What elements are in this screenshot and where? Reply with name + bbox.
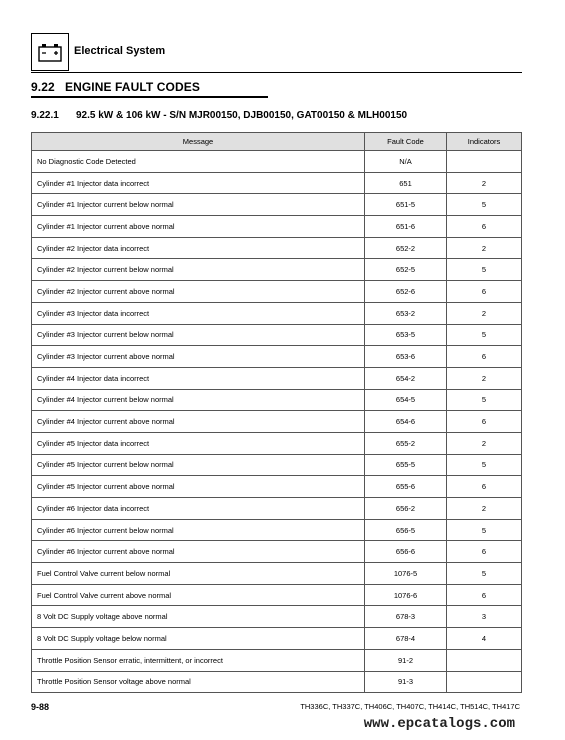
fault-code-cell: 651-5 xyxy=(365,194,447,216)
indicators-cell xyxy=(447,649,522,671)
fault-code-cell: 654-6 xyxy=(365,411,447,433)
message-cell: Cylinder #3 Injector current above normal xyxy=(32,346,365,368)
indicators-cell: 5 xyxy=(447,519,522,541)
fault-code-cell: 1076-6 xyxy=(365,584,447,606)
page-number: 9-88 xyxy=(31,702,50,712)
message-cell: Cylinder #4 Injector data incorrect xyxy=(32,367,365,389)
table-row xyxy=(32,498,522,520)
table-row xyxy=(32,671,522,693)
fault-code-cell: 654-2 xyxy=(365,367,447,389)
indicators-cell: 6 xyxy=(447,476,522,498)
fault-code-cell: 655-6 xyxy=(365,476,447,498)
subheading-title: 92.5 kW & 106 kW - S/N MJR00150, DJB00150, GAT00150 & MLH00150 xyxy=(76,110,408,121)
fault-code-cell: 656-6 xyxy=(365,541,447,563)
subheading xyxy=(31,110,407,121)
table-row xyxy=(32,346,522,368)
indicators-cell: 2 xyxy=(447,498,522,520)
fault-code-cell: 656-2 xyxy=(365,498,447,520)
message-cell: Cylinder #2 Injector data incorrect xyxy=(32,237,365,259)
table-row xyxy=(32,606,522,628)
table-row xyxy=(32,584,522,606)
fault-code-cell: 655-2 xyxy=(365,432,447,454)
fault-code-cell: 656-5 xyxy=(365,519,447,541)
indicators-cell: 3 xyxy=(447,606,522,628)
table-row xyxy=(32,281,522,303)
table-row xyxy=(32,411,522,433)
message-cell: Cylinder #3 Injector current below normal xyxy=(32,324,365,346)
table-row xyxy=(32,259,522,281)
indicators-cell xyxy=(447,671,522,693)
column-header-indicators: Indicators xyxy=(447,133,522,151)
indicators-cell: 5 xyxy=(447,389,522,411)
message-cell: Cylinder #1 Injector current below normal xyxy=(32,194,365,216)
table-row xyxy=(32,367,522,389)
indicators-cell: 5 xyxy=(447,259,522,281)
indicators-cell: 5 xyxy=(447,563,522,585)
table-row xyxy=(32,454,522,476)
section-icon-box xyxy=(31,33,69,71)
table-row xyxy=(32,151,522,173)
fault-code-cell: 651-6 xyxy=(365,216,447,238)
message-cell: Throttle Position Sensor voltage above normal xyxy=(32,671,365,693)
indicators-cell: 2 xyxy=(447,302,522,324)
indicators-cell: 2 xyxy=(447,367,522,389)
message-cell: 8 Volt DC Supply voltage above normal xyxy=(32,606,365,628)
fault-code-cell: 652-2 xyxy=(365,237,447,259)
table-row xyxy=(32,519,522,541)
fault-code-cell: 1076-5 xyxy=(365,563,447,585)
fault-code-cell: 91-2 xyxy=(365,649,447,671)
indicators-cell: 6 xyxy=(447,411,522,433)
table-row xyxy=(32,389,522,411)
table-row xyxy=(32,194,522,216)
message-cell: Cylinder #1 Injector data incorrect xyxy=(32,172,365,194)
message-cell: Cylinder #4 Injector current below normal xyxy=(32,389,365,411)
message-cell: No Diagnostic Code Detected xyxy=(32,151,365,173)
message-cell: Cylinder #1 Injector current above normal xyxy=(32,216,365,238)
indicators-cell: 2 xyxy=(447,237,522,259)
message-cell: Cylinder #6 Injector data incorrect xyxy=(32,498,365,520)
fault-code-cell: 654-5 xyxy=(365,389,447,411)
indicators-cell: 6 xyxy=(447,346,522,368)
indicators-cell: 6 xyxy=(447,216,522,238)
message-cell: Cylinder #6 Injector current above normal xyxy=(32,541,365,563)
fault-code-cell: N/A xyxy=(365,151,447,173)
table-header-row xyxy=(32,133,522,151)
table-row xyxy=(32,432,522,454)
model-list: TH336C, TH337C, TH406C, TH407C, TH414C, TH514C, TH417C xyxy=(300,702,520,711)
table-row xyxy=(32,172,522,194)
watermark: www.epcatalogs.com xyxy=(363,716,515,732)
subheading-number: 9.22.1 xyxy=(31,110,59,121)
message-cell: 8 Volt DC Supply voltage below normal xyxy=(32,628,365,650)
indicators-cell: 5 xyxy=(447,454,522,476)
fault-code-cell: 651 xyxy=(365,172,447,194)
indicators-cell: 6 xyxy=(447,584,522,606)
fault-code-cell: 653-5 xyxy=(365,324,447,346)
message-cell: Cylinder #5 Injector data incorrect xyxy=(32,432,365,454)
table-row xyxy=(32,541,522,563)
table-row xyxy=(32,563,522,585)
indicators-cell xyxy=(447,151,522,173)
battery-icon xyxy=(38,42,62,62)
message-cell: Cylinder #6 Injector current below normal xyxy=(32,519,365,541)
fault-code-cell: 678-3 xyxy=(365,606,447,628)
message-cell: Cylinder #5 Injector current above normal xyxy=(32,476,365,498)
message-cell: Cylinder #3 Injector data incorrect xyxy=(32,302,365,324)
section-title: Electrical System xyxy=(74,45,166,57)
table-row xyxy=(32,476,522,498)
table-row xyxy=(32,649,522,671)
indicators-cell: 5 xyxy=(447,324,522,346)
fault-code-cell: 653-6 xyxy=(365,346,447,368)
header-rule xyxy=(31,72,522,73)
heading xyxy=(31,80,200,94)
heading-number: 9.22 xyxy=(31,80,55,94)
fault-code-cell: 91-3 xyxy=(365,671,447,693)
indicators-cell: 2 xyxy=(447,432,522,454)
table-row xyxy=(32,302,522,324)
indicators-cell: 6 xyxy=(447,541,522,563)
table-row xyxy=(32,216,522,238)
table-row xyxy=(32,237,522,259)
indicators-cell: 5 xyxy=(447,194,522,216)
fault-code-cell: 652-6 xyxy=(365,281,447,303)
heading-title: ENGINE FAULT CODES xyxy=(65,80,200,94)
message-cell: Cylinder #5 Injector current below normal xyxy=(32,454,365,476)
fault-code-cell: 653-2 xyxy=(365,302,447,324)
fault-code-cell: 652-5 xyxy=(365,259,447,281)
fault-codes-table xyxy=(31,132,522,693)
message-cell: Cylinder #2 Injector current below normal xyxy=(32,259,365,281)
column-header-message: Message xyxy=(32,133,365,151)
message-cell: Cylinder #4 Injector current above normal xyxy=(32,411,365,433)
table-row xyxy=(32,628,522,650)
message-cell: Fuel Control Valve current below normal xyxy=(32,563,365,585)
indicators-cell: 6 xyxy=(447,281,522,303)
indicators-cell: 4 xyxy=(447,628,522,650)
fault-code-cell: 678-4 xyxy=(365,628,447,650)
indicators-cell: 2 xyxy=(447,172,522,194)
message-cell: Throttle Position Sensor erratic, intermittent, or incorrect xyxy=(32,649,365,671)
column-header-fault-code: Fault Code xyxy=(365,133,447,151)
message-cell: Cylinder #2 Injector current above normal xyxy=(32,281,365,303)
table-row xyxy=(32,324,522,346)
heading-rule xyxy=(31,96,268,98)
message-cell: Fuel Control Valve current above normal xyxy=(32,584,365,606)
fault-code-cell: 655-5 xyxy=(365,454,447,476)
